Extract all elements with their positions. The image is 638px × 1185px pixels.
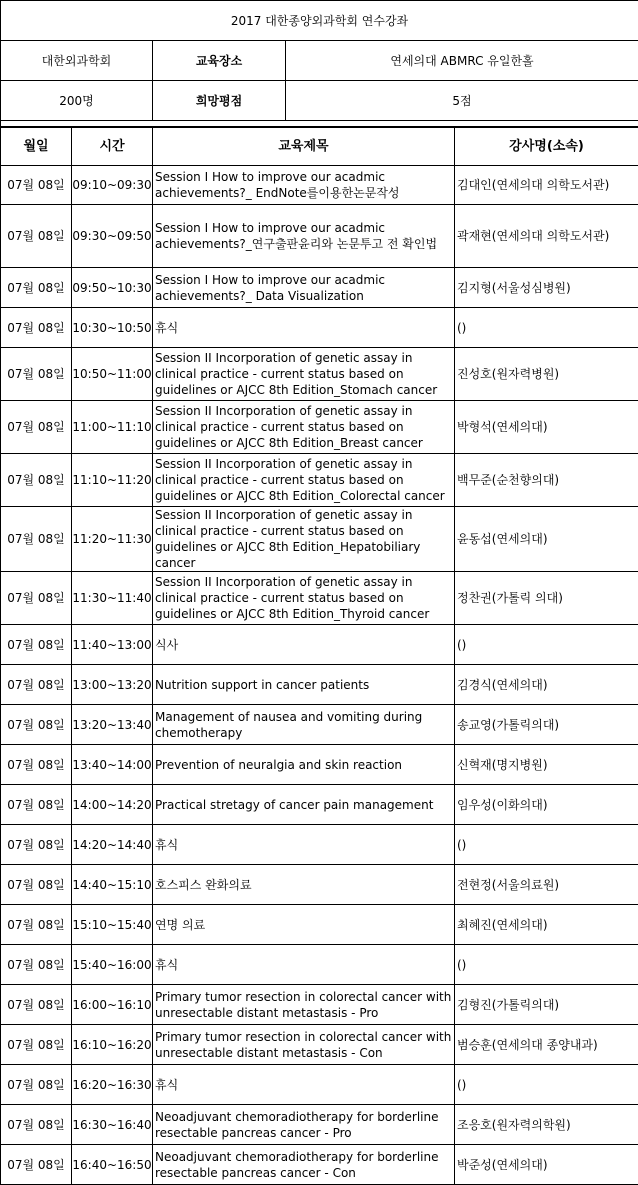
page-title: 2017 대한종양외과학회 연수강좌 <box>1 1 638 41</box>
row-title: Session I How to improve our acadmic achievements?_ Data Visualization <box>153 268 455 308</box>
organizer-value: 대한외과학회 <box>1 41 153 81</box>
row-date: 07월 08일 <box>1 507 72 572</box>
row-title: Management of nausea and vomiting during chemotherapy <box>153 705 455 745</box>
schedule-row <box>1 1145 638 1185</box>
row-title: 휴식 <box>153 308 455 348</box>
row-time: 13:20~13:40 <box>72 705 153 745</box>
row-date: 07월 08일 <box>1 905 72 945</box>
row-title: Practical stretagy of cancer pain management <box>153 785 455 825</box>
row-date: 07월 08일 <box>1 454 72 507</box>
schedule-row <box>1 572 638 625</box>
row-lecturer: 김형진(가톨릭의대) <box>455 985 638 1025</box>
row-title: 호스피스 완화의료 <box>153 865 455 905</box>
row-time: 11:40~13:00 <box>72 625 153 665</box>
row-title: Neoadjuvant chemoradiotherapy for borderline resectable pancreas cancer - Pro <box>153 1105 455 1145</box>
schedule-row <box>1 166 638 205</box>
row-title: Session II Incorporation of genetic assay in clinical practice - current status based on guidelines or AJCC 8th Edition_Colorectal cancer <box>153 454 455 507</box>
column-header-time: 시간 <box>72 128 153 166</box>
column-header-title: 교육제목 <box>153 128 455 166</box>
row-lecturer: 김지형(서울성심병원) <box>455 268 638 308</box>
schedule-row <box>1 985 638 1025</box>
row-title: Nutrition support in cancer patients <box>153 665 455 705</box>
row-lecturer: 백무준(순천향의대) <box>455 454 638 507</box>
row-lecturer: 정찬권(가톨릭 의대) <box>455 572 638 625</box>
schedule-row <box>1 825 638 865</box>
row-time: 09:10~09:30 <box>72 166 153 205</box>
row-time: 16:20~16:30 <box>72 1065 153 1105</box>
row-date: 07월 08일 <box>1 401 72 454</box>
row-lecturer: 김경식(연세의대) <box>455 665 638 705</box>
row-date: 07월 08일 <box>1 348 72 401</box>
row-time: 09:50~10:30 <box>72 268 153 308</box>
row-date: 07월 08일 <box>1 572 72 625</box>
row-lecturer: 진성호(원자력병원) <box>455 348 638 401</box>
row-title: Session II Incorporation of genetic assay in clinical practice - current status based on guidelines or AJCC 8th Edition_Thyroid cancer <box>153 572 455 625</box>
row-title: Prevention of neuralgia and skin reaction <box>153 745 455 785</box>
row-lecturer: 김대인(연세의대 의학도서관) <box>455 166 638 205</box>
course-info-table <box>0 0 638 127</box>
row-date: 07월 08일 <box>1 745 72 785</box>
schedule-row <box>1 1025 638 1065</box>
row-date: 07월 08일 <box>1 625 72 665</box>
schedule-row <box>1 507 638 572</box>
row-lecturer: 임우성(이화의대) <box>455 785 638 825</box>
row-date: 07월 08일 <box>1 166 72 205</box>
schedule-row <box>1 905 638 945</box>
row-time: 11:20~11:30 <box>72 507 153 572</box>
schedule-row <box>1 945 638 985</box>
row-date: 07월 08일 <box>1 308 72 348</box>
row-title: 연명 의료 <box>153 905 455 945</box>
capacity-value: 200명 <box>1 81 153 121</box>
row-time: 16:30~16:40 <box>72 1105 153 1145</box>
row-date: 07월 08일 <box>1 825 72 865</box>
row-time: 16:40~16:50 <box>72 1145 153 1185</box>
schedule-row <box>1 205 638 268</box>
schedule-row <box>1 348 638 401</box>
row-lecturer: () <box>455 625 638 665</box>
row-time: 09:30~09:50 <box>72 205 153 268</box>
schedule-row <box>1 401 638 454</box>
row-time: 10:50~11:00 <box>72 348 153 401</box>
row-lecturer: 박준성(연세의대) <box>455 1145 638 1185</box>
row-date: 07월 08일 <box>1 985 72 1025</box>
row-lecturer: 전현정(서울의료원) <box>455 865 638 905</box>
row-time: 14:00~14:20 <box>72 785 153 825</box>
section-divider <box>1 121 638 127</box>
row-date: 07월 08일 <box>1 785 72 825</box>
row-date: 07월 08일 <box>1 205 72 268</box>
schedule-row <box>1 1105 638 1145</box>
schedule-row <box>1 705 638 745</box>
row-title: 휴식 <box>153 825 455 865</box>
schedule-row <box>1 865 638 905</box>
row-title: Session I How to improve our acadmic achievements?_ EndNote를이용한논문작성 <box>153 166 455 205</box>
row-title: Neoadjuvant chemoradiotherapy for borderline resectable pancreas cancer - Con <box>153 1145 455 1185</box>
row-time: 16:10~16:20 <box>72 1025 153 1065</box>
row-lecturer: 범승훈(연세의대 종양내과) <box>455 1025 638 1065</box>
row-time: 15:40~16:00 <box>72 945 153 985</box>
row-title: Primary tumor resection in colorectal cancer with unresectable distant metastasis - Pro <box>153 985 455 1025</box>
row-title: Session II Incorporation of genetic assay in clinical practice - current status based on guidelines or AJCC 8th Edition_Stomach cancer <box>153 348 455 401</box>
schedule-header-row <box>1 128 638 166</box>
row-title: 휴식 <box>153 1065 455 1105</box>
row-title: Session I How to improve our acadmic achievements?_연구출판윤리와 논문투고 전 확인법 <box>153 205 455 268</box>
row-time: 14:40~15:10 <box>72 865 153 905</box>
schedule-row <box>1 1065 638 1105</box>
schedule-row <box>1 308 638 348</box>
schedule-row <box>1 785 638 825</box>
venue-label: 교육장소 <box>153 41 286 81</box>
column-header-lecturer: 강사명(소속) <box>455 128 638 166</box>
row-lecturer: () <box>455 308 638 348</box>
row-time: 11:30~11:40 <box>72 572 153 625</box>
row-time: 10:30~10:50 <box>72 308 153 348</box>
row-lecturer: 박형석(연세의대) <box>455 401 638 454</box>
row-lecturer: () <box>455 945 638 985</box>
row-date: 07월 08일 <box>1 705 72 745</box>
row-lecturer: 윤동섭(연세의대) <box>455 507 638 572</box>
row-time: 11:10~11:20 <box>72 454 153 507</box>
row-date: 07월 08일 <box>1 1025 72 1065</box>
row-time: 16:00~16:10 <box>72 985 153 1025</box>
row-time: 14:20~14:40 <box>72 825 153 865</box>
points-value: 5점 <box>286 81 638 121</box>
row-date: 07월 08일 <box>1 1145 72 1185</box>
row-date: 07월 08일 <box>1 945 72 985</box>
row-time: 15:10~15:40 <box>72 905 153 945</box>
row-date: 07월 08일 <box>1 665 72 705</box>
row-date: 07월 08일 <box>1 268 72 308</box>
row-lecturer: 곽재현(연세의대 의학도서관) <box>455 205 638 268</box>
row-title: 식사 <box>153 625 455 665</box>
row-date: 07월 08일 <box>1 865 72 905</box>
row-time: 11:00~11:10 <box>72 401 153 454</box>
row-title: Primary tumor resection in colorectal cancer with unresectable distant metastasis - Con <box>153 1025 455 1065</box>
row-title: Session II Incorporation of genetic assay in clinical practice - current status based on guidelines or AJCC 8th Edition_Breast cancer <box>153 401 455 454</box>
schedule-table <box>0 127 638 1185</box>
points-label: 희망평점 <box>153 81 286 121</box>
row-lecturer: () <box>455 1065 638 1105</box>
schedule-row <box>1 454 638 507</box>
schedule-row <box>1 268 638 308</box>
venue-value: 연세의대 ABMRC 유일한홀 <box>286 41 638 81</box>
row-time: 13:40~14:00 <box>72 745 153 785</box>
row-title: 휴식 <box>153 945 455 985</box>
row-lecturer: 조응호(원자력의학원) <box>455 1105 638 1145</box>
row-lecturer: 송교영(가톨릭의대) <box>455 705 638 745</box>
row-lecturer: () <box>455 825 638 865</box>
row-title: Session II Incorporation of genetic assay in clinical practice - current status based on guidelines or AJCC 8th Edition_Hepatobiliary cancer <box>153 507 455 572</box>
row-date: 07월 08일 <box>1 1105 72 1145</box>
schedule-row <box>1 625 638 665</box>
schedule-row <box>1 745 638 785</box>
row-lecturer: 신혁재(명지병원) <box>455 745 638 785</box>
schedule-row <box>1 665 638 705</box>
column-header-date: 월일 <box>1 128 72 166</box>
row-date: 07월 08일 <box>1 1065 72 1105</box>
row-time: 13:00~13:20 <box>72 665 153 705</box>
row-lecturer: 최혜진(연세의대) <box>455 905 638 945</box>
